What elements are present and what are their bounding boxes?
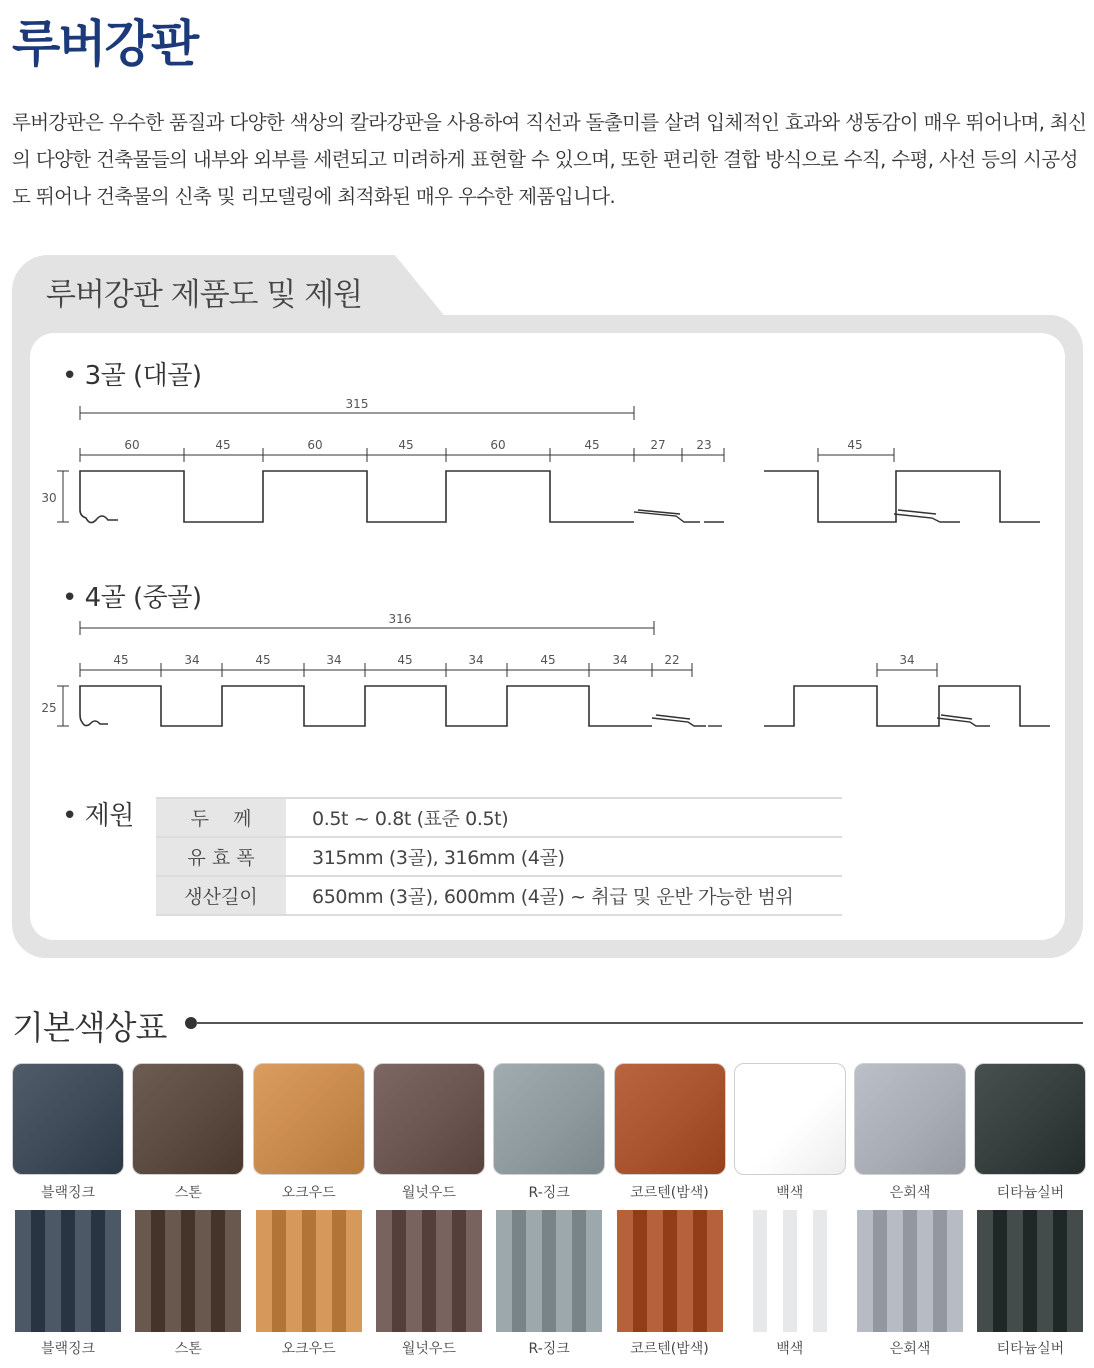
panel-label: 은회색 (889, 1341, 931, 1357)
dim-3-seg: 60 (124, 438, 140, 452)
louver-strip (211, 1210, 225, 1332)
louver-strip (873, 1210, 887, 1332)
louver-strip (753, 1210, 767, 1332)
dim-4-seg: 34 (326, 653, 342, 667)
louver-strip (346, 1210, 362, 1332)
louver-strip (1023, 1210, 1037, 1332)
dim-4-seg: 45 (113, 653, 129, 667)
table-row (156, 837, 842, 876)
louver-strip (422, 1210, 436, 1332)
dim-4-joint: 34 (899, 653, 915, 667)
color-swatch (734, 1063, 846, 1175)
dim-4-seg: 45 (255, 653, 271, 667)
louver-panel-preview (496, 1210, 602, 1332)
louver-strip (647, 1210, 663, 1332)
louver-panel-preview (857, 1210, 963, 1332)
spec-key: 두 께 (156, 798, 286, 837)
dim-4-seg: 34 (612, 653, 628, 667)
louver-strip (31, 1210, 45, 1332)
louver-strip (272, 1210, 286, 1332)
swatch-label: 스톤 (174, 1185, 202, 1201)
dim-3-total: 315 (345, 397, 369, 411)
dim-3-height: 30 (41, 491, 57, 505)
louver-strip (677, 1210, 693, 1332)
louver-strip (286, 1210, 302, 1332)
louver-strip (225, 1210, 241, 1332)
panel-label: 오크우드 (281, 1341, 336, 1357)
page-title: 루버강판 (12, 15, 198, 73)
panel-label: 블랙징크 (40, 1341, 96, 1357)
swatch-label: R-징크 (528, 1185, 570, 1201)
dim-4-total: 316 (388, 612, 412, 626)
louver-strip (1007, 1210, 1023, 1332)
louver-strip (332, 1210, 346, 1332)
louver-strip (767, 1210, 783, 1332)
louver-strip (977, 1210, 993, 1332)
louver-strip (903, 1210, 917, 1332)
louver-panel-preview (15, 1210, 121, 1332)
dim-3-seg: 45 (398, 438, 414, 452)
louver-strip (572, 1210, 586, 1332)
title-rule (196, 1022, 1083, 1024)
panel-label: R-징크 (528, 1341, 570, 1357)
color-swatch (614, 1063, 726, 1175)
louver-strip (783, 1210, 797, 1332)
color-swatch (493, 1063, 605, 1175)
dim-3-seg: 27 (650, 438, 666, 452)
dim-3-seg: 23 (696, 438, 712, 452)
dim-4-seg: 34 (468, 653, 484, 667)
louver-strip (933, 1210, 947, 1332)
dim-4-seg: 45 (540, 653, 556, 667)
table-row (156, 798, 842, 837)
louver-strip (316, 1210, 332, 1332)
louver-panel-preview (135, 1210, 241, 1332)
spec-value: 315mm (3골), 316mm (4골) (286, 837, 842, 876)
louver-strip (181, 1210, 195, 1332)
louver-strip (1067, 1210, 1083, 1332)
panel-label: 코르텐(밤색) (630, 1341, 709, 1357)
louver-strip (61, 1210, 75, 1332)
louver-strip (376, 1210, 392, 1332)
swatch-label: 오크우드 (281, 1185, 336, 1201)
dim-3-seg: 60 (490, 438, 506, 452)
swatch-label: 블랙징크 (40, 1185, 96, 1201)
louver-strip (827, 1210, 843, 1332)
louver-panel-preview (977, 1210, 1083, 1332)
louver-strip (436, 1210, 452, 1332)
profile-4-heading: • 4골 (중골) (62, 583, 202, 613)
color-swatch (12, 1063, 124, 1175)
dim-4-seg: 45 (397, 653, 413, 667)
dim-4-seg: 34 (184, 653, 200, 667)
louver-panel-preview (256, 1210, 362, 1332)
profile-3-heading: • 3골 (대골) (62, 361, 202, 391)
louver-strip (797, 1210, 813, 1332)
swatch-label: 백색 (776, 1185, 804, 1201)
louver-panel-preview (617, 1210, 723, 1332)
louver-strip (195, 1210, 211, 1332)
louver-strip (693, 1210, 707, 1332)
louver-panel-preview (737, 1210, 843, 1332)
spec-value: 650mm (3골), 600mm (4골) ~ 취급 및 운반 가능한 범위 (286, 876, 842, 915)
spec-heading: • 제원 (62, 801, 134, 831)
louver-strip (663, 1210, 677, 1332)
louver-strip (151, 1210, 165, 1332)
louver-panel-preview (376, 1210, 482, 1332)
louver-strip (512, 1210, 526, 1332)
louver-strip (466, 1210, 482, 1332)
louver-strip (105, 1210, 121, 1332)
spec-key: 생산길이 (156, 876, 286, 915)
louver-strip (617, 1210, 633, 1332)
panel-label: 백색 (776, 1341, 804, 1357)
dim-3-seg: 45 (215, 438, 231, 452)
louver-strip (45, 1210, 61, 1332)
color-chart-title: 기본색상표 (12, 1008, 167, 1047)
louver-strip (813, 1210, 827, 1332)
dim-4-height: 25 (41, 701, 57, 715)
dim-3-joint: 45 (847, 438, 863, 452)
louver-strip (256, 1210, 272, 1332)
spec-panel-title: 루버강판 제품도 및 제원 (46, 277, 363, 313)
louver-strip (586, 1210, 602, 1332)
swatch-label: 코르텐(밤색) (630, 1185, 709, 1201)
dim-4-seg: 22 (664, 653, 680, 667)
panel-label: 스톤 (174, 1341, 202, 1357)
louver-strip (1053, 1210, 1067, 1332)
louver-strip (392, 1210, 406, 1332)
louver-strip (452, 1210, 466, 1332)
spec-table (156, 797, 842, 916)
louver-strip (857, 1210, 873, 1332)
color-swatch (253, 1063, 365, 1175)
louver-strip (526, 1210, 542, 1332)
louver-strip (91, 1210, 105, 1332)
louver-strip (542, 1210, 556, 1332)
swatch-label: 월넛우드 (401, 1185, 456, 1201)
louver-strip (707, 1210, 723, 1332)
color-swatch (974, 1063, 1086, 1175)
louver-strip (556, 1210, 572, 1332)
louver-strip (75, 1210, 91, 1332)
panel-label: 월넛우드 (401, 1341, 456, 1357)
color-swatch (373, 1063, 485, 1175)
louver-strip (737, 1210, 753, 1332)
louver-strip (496, 1210, 512, 1332)
color-swatch (854, 1063, 966, 1175)
table-row (156, 876, 842, 915)
swatch-label: 티타늄실버 (996, 1185, 1065, 1201)
louver-strip (165, 1210, 181, 1332)
spec-key: 유 효 폭 (156, 837, 286, 876)
louver-strip (406, 1210, 422, 1332)
louver-strip (302, 1210, 316, 1332)
louver-strip (887, 1210, 903, 1332)
louver-strip (947, 1210, 963, 1332)
panel-label: 티타늄실버 (996, 1341, 1065, 1357)
louver-strip (135, 1210, 151, 1332)
louver-strip (633, 1210, 647, 1332)
louver-strip (15, 1210, 31, 1332)
dim-3-seg: 60 (307, 438, 323, 452)
louver-strip (993, 1210, 1007, 1332)
louver-strip (917, 1210, 933, 1332)
louver-strip (1037, 1210, 1053, 1332)
swatch-label: 은회색 (889, 1185, 931, 1201)
dim-3-seg: 45 (584, 438, 600, 452)
spec-value: 0.5t ~ 0.8t (표준 0.5t) (286, 798, 842, 837)
intro-paragraph: 루버강판은 우수한 품질과 다양한 색상의 칼라강판을 사용하여 직선과 돌출미를 살려 입체적인 효과와 생동감이 매우 뛰어나며, 최신의 다양한 건축물들의 내부와 외부를 세련되고 미려하게 표현할 수 있으며, 또한 편리한 결합 방식으로 수직, 수평, 사선 등의 시공성도 뛰어나 건축물의 신축 및 리모델링에 최적화된 매우 우수한 제품입니다. (12, 111, 1087, 208)
color-swatch (132, 1063, 244, 1175)
